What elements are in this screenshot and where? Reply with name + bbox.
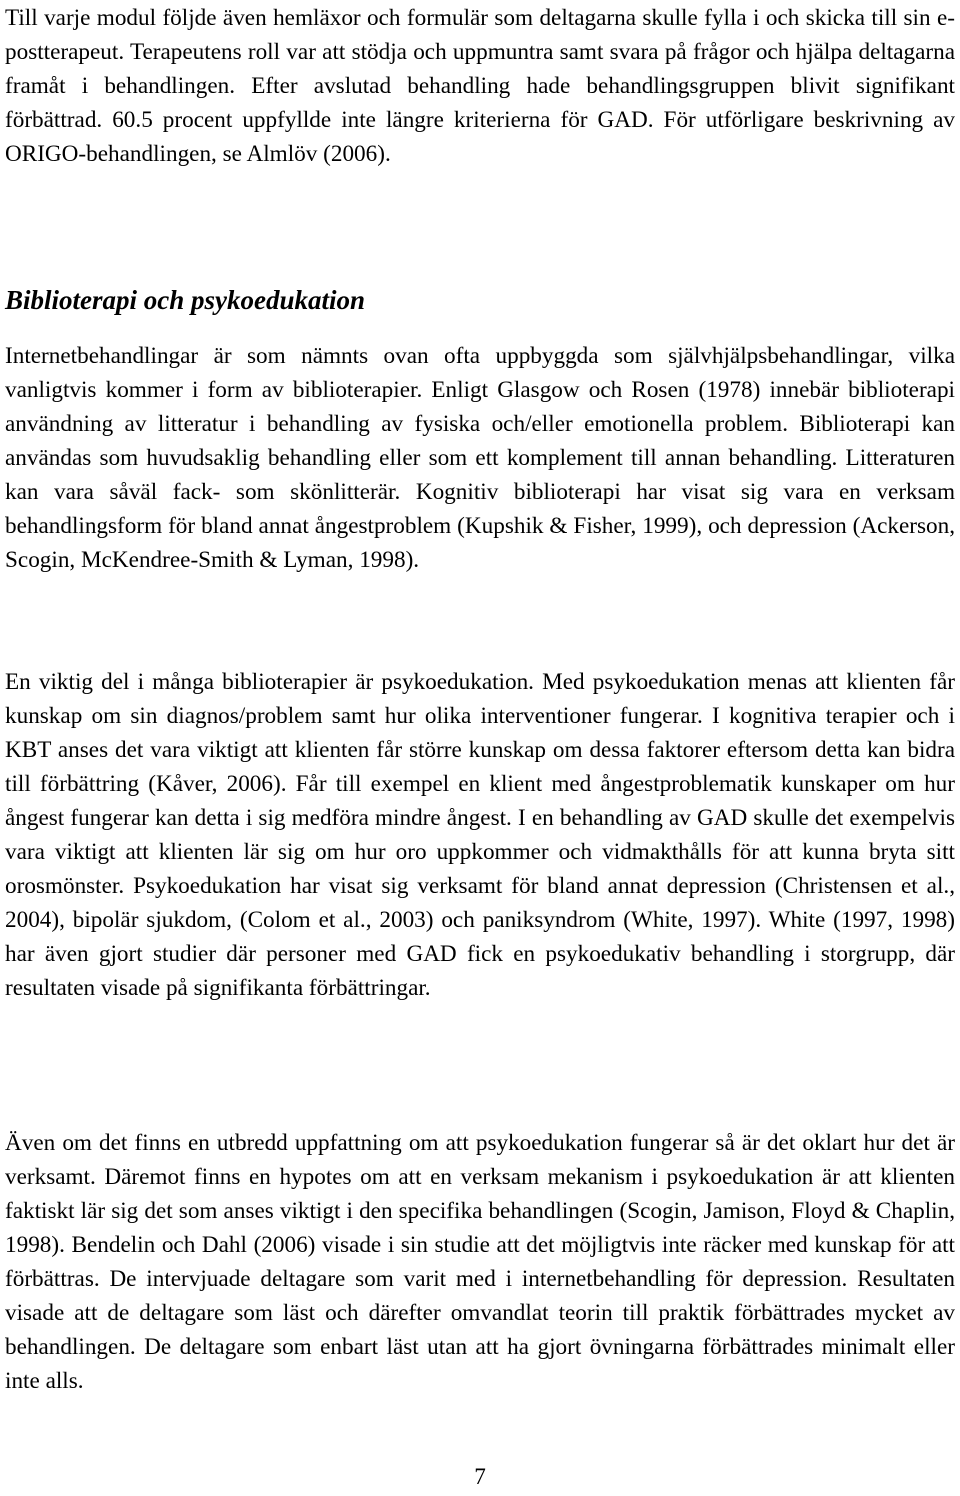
section-heading: Biblioterapi och psykoedukation <box>5 285 366 315</box>
psykoedukation-paragraph: En viktig del i många biblioterapier är psykoedukation. Med psykoedukation menas att klienten får kunskap om sin diagnos/problem samt hur olika interventioner fungerar. I kognitiva terapier och i KBT anses det vara viktigt att klienten får större kunskap om dessa faktorer eftersom detta kan bidra till förbättring (Kåver, 2006). Får till exempel en klient med ångestproblematik kunskaper om hur ångest fungerar kan detta i sig medföra mindre ångest. I en behandling av GAD skulle det exempelvis vara viktigt att klienten lär sig om hur oro uppkommer och vidmakthålls för att kunna bryta sitt orosmönster. Psykoedukation har visat sig verksamt för bland annat depression (Christensen et al., 2004), bipolär sjukdom, (Colom et al., 2003) och paniksyndrom (White, 1997). White (1997, 1998) har även gjort studier där personer med GAD fick en psykoedukativ behandling i storgrupp, där resultaten visade på signifikanta förbättringar. <box>5 669 955 1001</box>
intro-paragraph: Till varje modul följde även hemläxor och formulär som deltagarna skulle fylla i och skicka till sin e-postterapeut. Terapeutens roll var att stödja och uppmuntra samt svara på frågor och hjälpa deltagarna framåt i behandlingen. Efter avslutad behandling hade behandlingsgruppen blivit signifikant förbättrad. 60.5 procent uppfyllde inte längre kriterierna för GAD. För utförligare beskrivning av ORIGO-behandlingen, se Almlöv (2006). <box>5 5 955 167</box>
document-page <box>5 0 955 1394</box>
mechanism-paragraph: Även om det finns en utbredd uppfattning om att psykoedukation fungerar så är det oklart hur det är verksamt. Däremot finns en hypotes om att en verksam mekanism i psykoedukation är att klienten faktiskt lär sig det som anses viktigt i den specifika behandlingen (Scogin, Jamison, Floyd & Chaplin, 1998). Bendelin och Dahl (2006) visade i sin studie att det möjligtvis inte räcker med kunskap för att förbättras. De intervjuade deltagare som varit med i internetbehandling för depression. Resultaten visade att de deltagare som läst och därefter omvandlat teorin till praktik förbättrades mycket av behandlingen. De deltagare som enbart läst utan att ha gjort övningarna förbättrades minimalt eller inte alls. <box>5 1130 955 1394</box>
page-number: 7 <box>474 1464 486 1490</box>
biblioterapi-paragraph: Internetbehandlingar är som nämnts ovan ofta uppbyggda som självhjälpsbehandlingar, vilka vanligtvis kommer i form av biblioterapier. Enligt Glasgow och Rosen (1978) innebär biblioterapi användning av litteratur i behandling av fysiska och/eller emotionella problem. Biblioterapi kan användas som huvudsaklig behandling eller som ett komplement till annan behandling. Litteraturen kan vara såväl fack- som skönlitterär. Kognitiv biblioterapi har visat sig vara en verksam behandlingsform för bland annat ångestproblem (Kupshik & Fisher, 1999), och depression (Ackerson, Scogin, McKendree-Smith & Lyman, 1998). <box>5 343 955 573</box>
